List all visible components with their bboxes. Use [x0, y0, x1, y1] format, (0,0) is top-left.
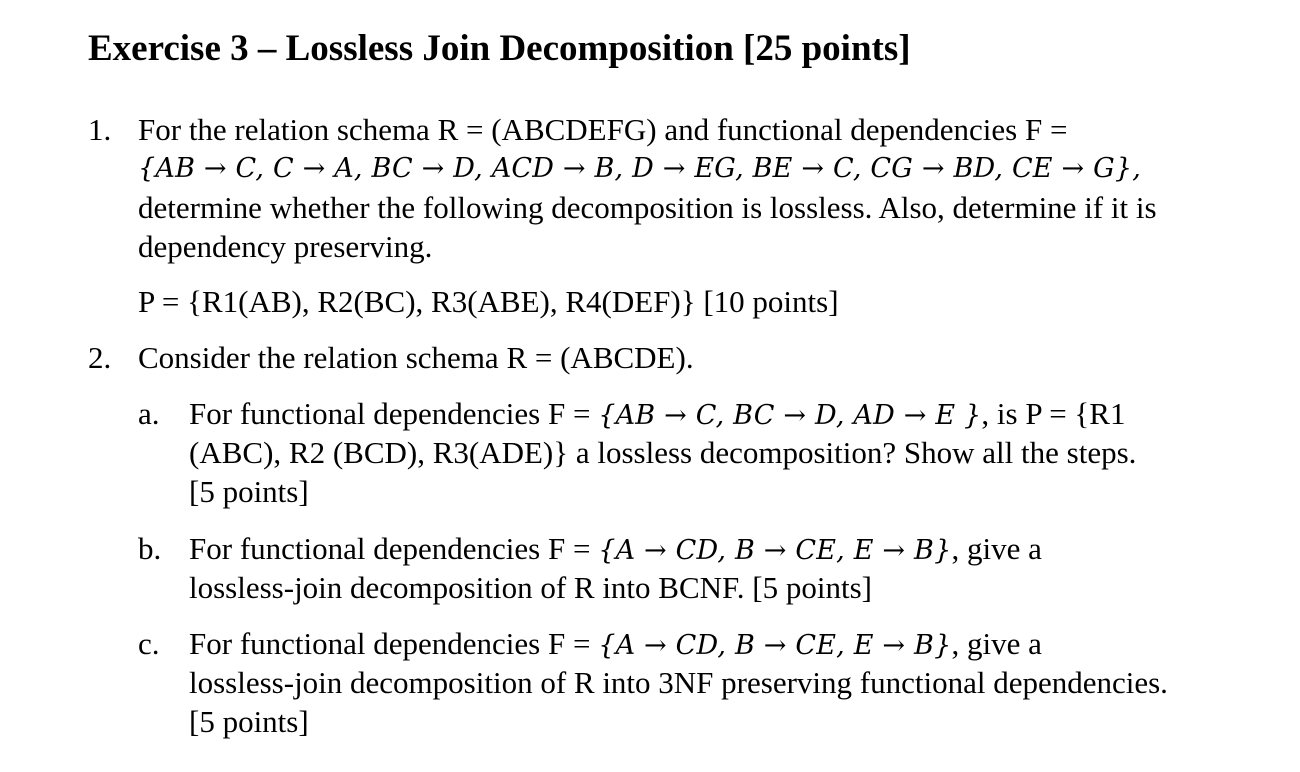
question-2a-prefix: For functional dependencies F = [189, 396, 599, 431]
question-2c-line-2: lossless-join decomposition of R into 3NF preserving functional dependencies. [189, 665, 1168, 700]
question-2a-dependencies: {AB → C, BC → D, AD → E } [598, 400, 982, 431]
question-2a-line-3: [5 points] [189, 474, 309, 509]
exercise-title: Exercise 3 – Lossless Join Decomposition [25 points] [88, 28, 911, 69]
question-2a-suffix: , is P = {R1 [981, 396, 1126, 431]
question-1-text-line-3: determine whether the following decomposition is lossless. Also, determine if it is [138, 190, 1157, 225]
question-1-text-line-1: For the relation schema R = (ABCDEFG) and functional dependencies F = [138, 112, 1068, 147]
question-2c-line-3: [5 points] [189, 704, 309, 739]
question-2a-line-1 [189, 395, 1125, 435]
question-2a-line-2: (ABC), R2 (BCD), R3(ADE)} a lossless decomposition? Show all the steps. [189, 435, 1137, 470]
question-2b-dependencies: {A → CD, B → CE, E → B} [598, 535, 952, 566]
question-2c-prefix: For functional dependencies F = [189, 626, 599, 661]
question-2a-marker: a. [138, 396, 160, 431]
question-1-decomposition: P = {R1(AB), R2(BC), R3(ABE), R4(DEF)} [10 points] [138, 284, 839, 319]
question-2-number: 2. [88, 340, 112, 375]
question-2b-line-2: lossless-join decomposition of R into BCNF. [5 points] [189, 570, 872, 605]
question-2c-dependencies: {A → CD, B → CE, E → B} [598, 630, 952, 661]
question-2c-marker: c. [138, 626, 160, 661]
question-1-dependencies: {AB → C, C → A, BC → D, ACD → B, D → EG, BE → C, CG → BD, CE → G}, [138, 153, 1142, 184]
question-2b-line-1 [189, 530, 1042, 570]
question-2c-suffix: , give a [951, 626, 1042, 661]
question-1-number: 1. [88, 112, 112, 147]
question-2b-suffix: , give a [951, 531, 1042, 566]
question-2-intro: Consider the relation schema R = (ABCDE). [138, 340, 694, 375]
question-2b-marker: b. [138, 531, 162, 566]
question-1-text-line-4: dependency preserving. [138, 229, 433, 264]
question-2c-line-1 [189, 625, 1042, 665]
question-2b-prefix: For functional dependencies F = [189, 531, 599, 566]
